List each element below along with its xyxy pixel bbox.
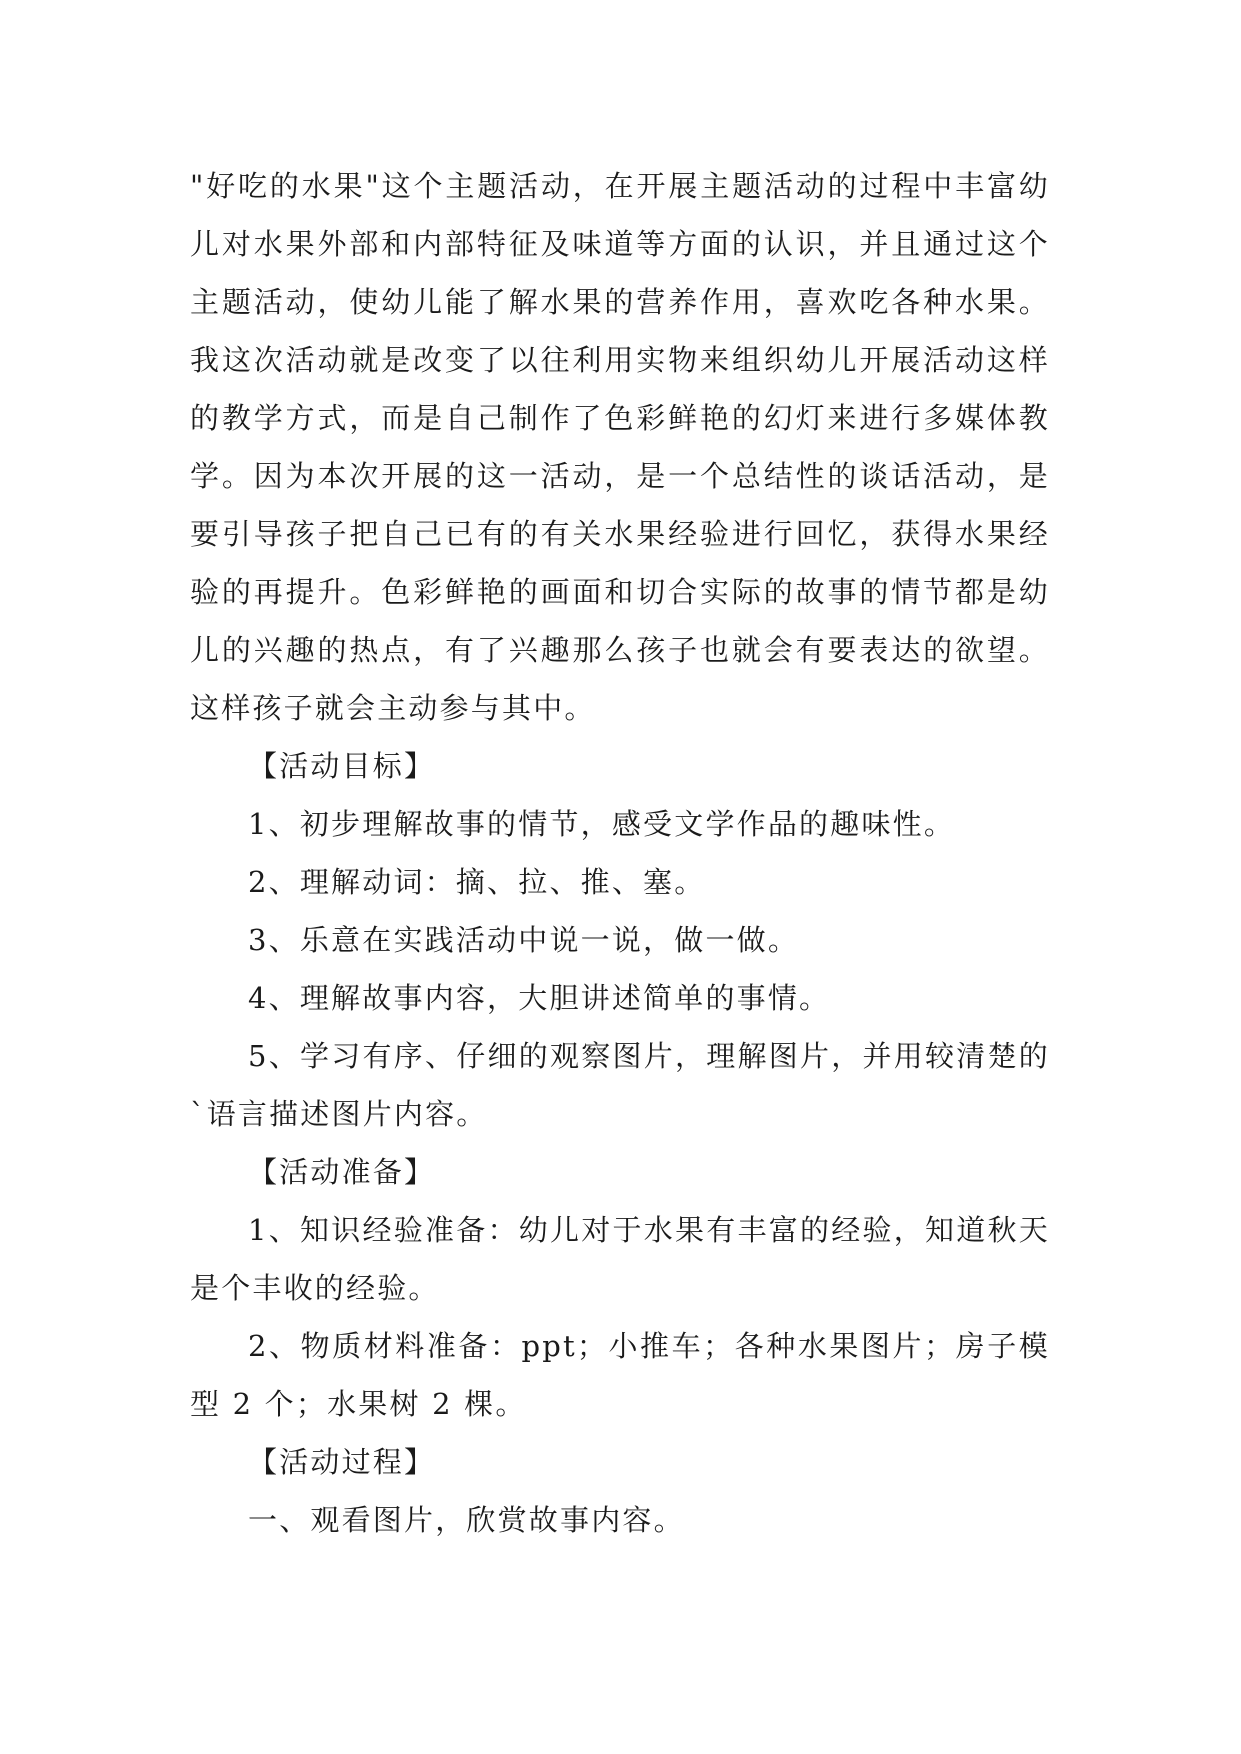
goal-item-5: 5、学习有序、仔细的观察图片，理解图片，并用较清楚的`语言描述图片内容。: [190, 1039, 1050, 1131]
prep-item-2: 2、物质材料准备：ppt；小推车；各种水果图片；房子模型 2 个；水果树 2 棵。: [190, 1329, 1050, 1421]
section-heading-prep: 【活动准备】: [248, 1155, 436, 1189]
section-heading-process: 【活动过程】: [248, 1445, 436, 1479]
goal-item-2: 2、理解动词：摘、拉、推、塞。: [248, 865, 706, 899]
section-heading-goals: 【活动目标】: [248, 749, 436, 783]
process-item-1: 一、观看图片，欣赏故事内容。: [248, 1503, 685, 1537]
intro-paragraph: "好吃的水果"这个主题活动，在开展主题活动的过程中丰富幼儿对水果外部和内部特征及味道等方面的认识，并且通过这个主题活动，使幼儿能了解水果的营养作用，喜欢吃各种水果。我这次活动就是改变了以往利用实物来组织幼儿开展活动这样的教学方式，而是自己制作了色彩鲜艳的幻灯来进行多媒体教学。因为本次开展的这一活动，是一个总结性的谈话活动，是要引导孩子把自己已有的有关水果经验进行回忆，获得水果经验的再提升。色彩鲜艳的画面和切合实际的故事的情节都是幼儿的兴趣的热点，有了兴趣那么孩子也就会有要表达的欲望。这样孩子就会主动参与其中。: [190, 169, 1050, 725]
prep-item-1: 1、知识经验准备：幼儿对于水果有丰富的经验，知道秋天是个丰收的经验。: [190, 1213, 1050, 1305]
goal-item-1: 1、初步理解故事的情节，感受文学作品的趣味性。: [248, 807, 956, 841]
goal-item-4: 4、理解故事内容，大胆讲述简单的事情。: [248, 981, 831, 1015]
document-body: [190, 157, 1050, 1549]
goal-item-3: 3、乐意在实践活动中说一说，做一做。: [248, 923, 800, 957]
